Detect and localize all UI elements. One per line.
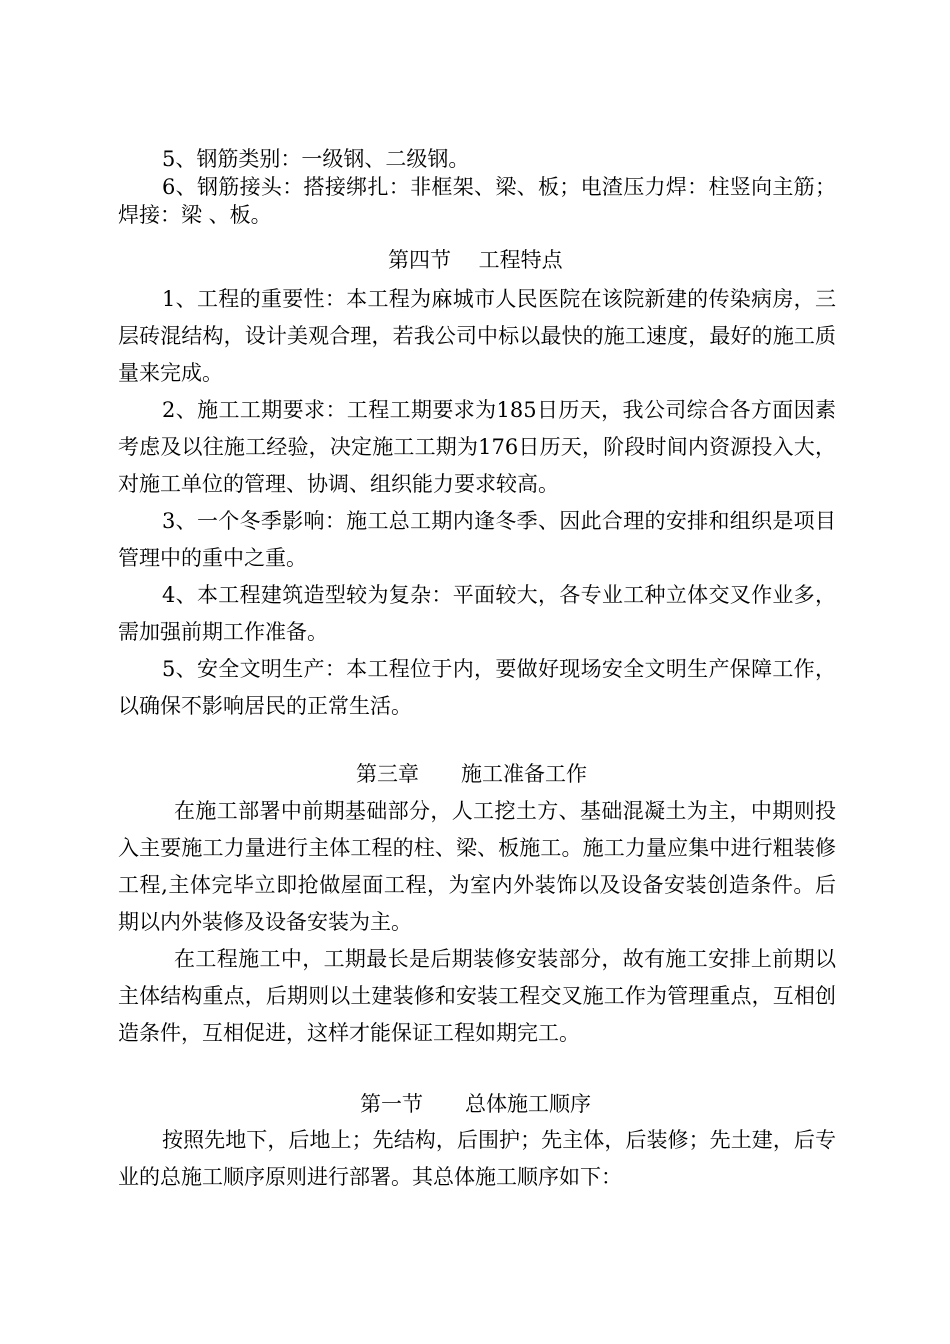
- preparation-paragraphs: [118, 793, 836, 1052]
- feature-item-safety: 5、安全文明生产：本工程位于内，要做好现场安全文明生产保障工作，以确保不影响居民的正常生活。: [118, 657, 836, 718]
- rebar-joint-item: 6、钢筋接头：搭接绑扎：非框架、梁、板；电渣压力焊：柱竖向主筋；焊接：梁 、板。: [118, 175, 836, 227]
- feature-item-complexity: 4、本工程建筑造型较为复杂：平面较大，各专业工种立体交叉作业多，需加强前期工作准备。: [118, 583, 836, 644]
- rebar-spec-list: [118, 145, 836, 229]
- feature-item-winter: 3、一个冬季影响：施工总工期内逢冬季、因此合理的安排和组织是项目管理中的重中之重。: [118, 509, 836, 570]
- construction-sequence-block: [118, 1122, 836, 1196]
- feature-item-schedule: 2、施工工期要求：工程工期要求为185日历天，我公司综合各方面因素考虑及以往施工经验，决定施工工期为176日历天，阶段时间内资源投入大，对施工单位的管理、协调、组织能力要求较高。: [118, 398, 836, 496]
- project-features-list: [118, 281, 836, 725]
- construction-sequence-paragraph: 按照先地下，后地上；先结构，后围护；先主体，后装修；先土建，后专业的总施工顺序原则进行部署。其总体施工顺序如下：: [118, 1128, 836, 1189]
- chapter-heading-preparation: 第三章 施工准备工作: [356, 762, 587, 786]
- rebar-type-item: 5、钢筋类别：一级钢、二级钢。: [162, 147, 470, 171]
- section-heading-construction-sequence: 第一节 总体施工顺序: [360, 1092, 591, 1116]
- preparation-paragraph-2: 在工程施工中，工期最长是后期装修安装部分，故有施工安排上前期以主体结构重点，后期则以土建装修和安装工程交叉施工作为管理重点，互相创造条件，互相促进，这样才能保证工程如期完工。: [118, 947, 836, 1045]
- feature-item-importance: 1、工程的重要性：本工程为麻城市人民医院在该院新建的传染病房，三层砖混结构，设计美观合理，若我公司中标以最快的施工速度，最好的施工质量来完成。: [118, 287, 836, 385]
- preparation-paragraph-1: 在施工部署中前期基础部分，人工挖土方、基础混凝土为主，中期则投入主要施工力量进行主体工程的柱、梁、板施工。施工力量应集中进行粗装修工程,主体完毕立即抢做屋面工程，为室内外装饰以及设备安装创造条件。后期以内外装修及设备安装为主。: [118, 799, 836, 934]
- section-heading-project-features: 第四节 工程特点: [388, 248, 563, 272]
